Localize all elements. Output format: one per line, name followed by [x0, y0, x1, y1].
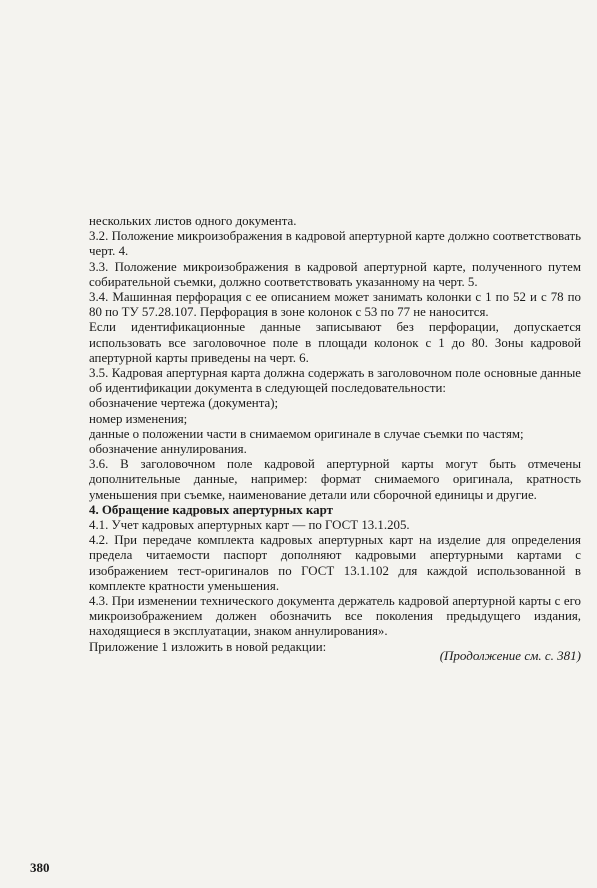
- paragraph-continued: нескольких листов одного документа.: [89, 214, 297, 228]
- paragraph-perforation-note: Если идентификационные данные записывают без перфорации, допускается использовать все заголовочное поле в площади колонок с 1 до 80. Зоны кадровой апертурной карты приведены на черт. 6.: [89, 320, 581, 365]
- list-item-annulment: обозначение аннулирования.: [89, 442, 247, 457]
- paragraph-4-1: 4.1. Учет кадровых апертурных карт — по ГОСТ 13.1.205.: [89, 518, 410, 533]
- document-body: [89, 214, 581, 655]
- paragraph-3-2: 3.2. Положение микроизображения в кадровой апертурной карте должно соответствовать черт. 4.: [89, 229, 581, 259]
- list-item-drawing-designation: обозначение чертежа (документа);: [89, 396, 279, 411]
- paragraph-3-5: 3.5. Кадровая апертурная карта должна содержать в заголовочном поле основные данные об идентификации документа в следующей последовательности:: [89, 366, 581, 396]
- paragraph-3-4: 3.4. Машинная перфорация с ее описанием может занимать колонки с 1 по 52 и с 78 по 80 по ТУ 57.28.107. Перфорация в зоне колонок с 53 по 77 не наносится.: [89, 290, 581, 320]
- paragraph-appendix-note: Приложение 1 изложить в новой редакции:: [89, 639, 327, 654]
- paragraph-4-3: 4.3. При изменении технического документа держатель кадровой апертурной карты с его микроизображением должен обозначить все поколения предыдущего издания, находящиеся в эксплуатации, знаком аннулирования».: [89, 594, 581, 639]
- continuation-note: (Продолжение см. с. 381): [439, 648, 581, 663]
- paragraph-3-6: 3.6. В заголовочном поле кадровой апертурной карты могут быть отмечены дополнительные данные, например: формат снимаемого оригинала, кратность уменьшения при съемке, наименование детали или сборочной единицы и другие.: [89, 457, 581, 502]
- list-item-part-position: данные о положении части в снимаемом оригинале в случае съемки по частям;: [89, 426, 524, 441]
- paragraph-3-3: 3.3. Положение микроизображения в кадровой апертурной карте, полученного путем собирательной съемки, должно соответствовать указанному на черт. 5.: [89, 259, 581, 289]
- paragraph-4-2: 4.2. При передаче комплекта кадровых апертурных карт на изделие для определения предела читаемости паспорт дополняют кадровыми апертурными картами с изображением тест-оригиналов по ГОСТ 13.1.102 для каждой использованной в комплекте кратности уменьшения.: [89, 533, 581, 593]
- page-number: 380: [30, 860, 50, 875]
- section-heading-4: 4. Обращение кадровых апертурных карт: [89, 502, 333, 517]
- list-item-change-number: номер изменения;: [89, 411, 188, 426]
